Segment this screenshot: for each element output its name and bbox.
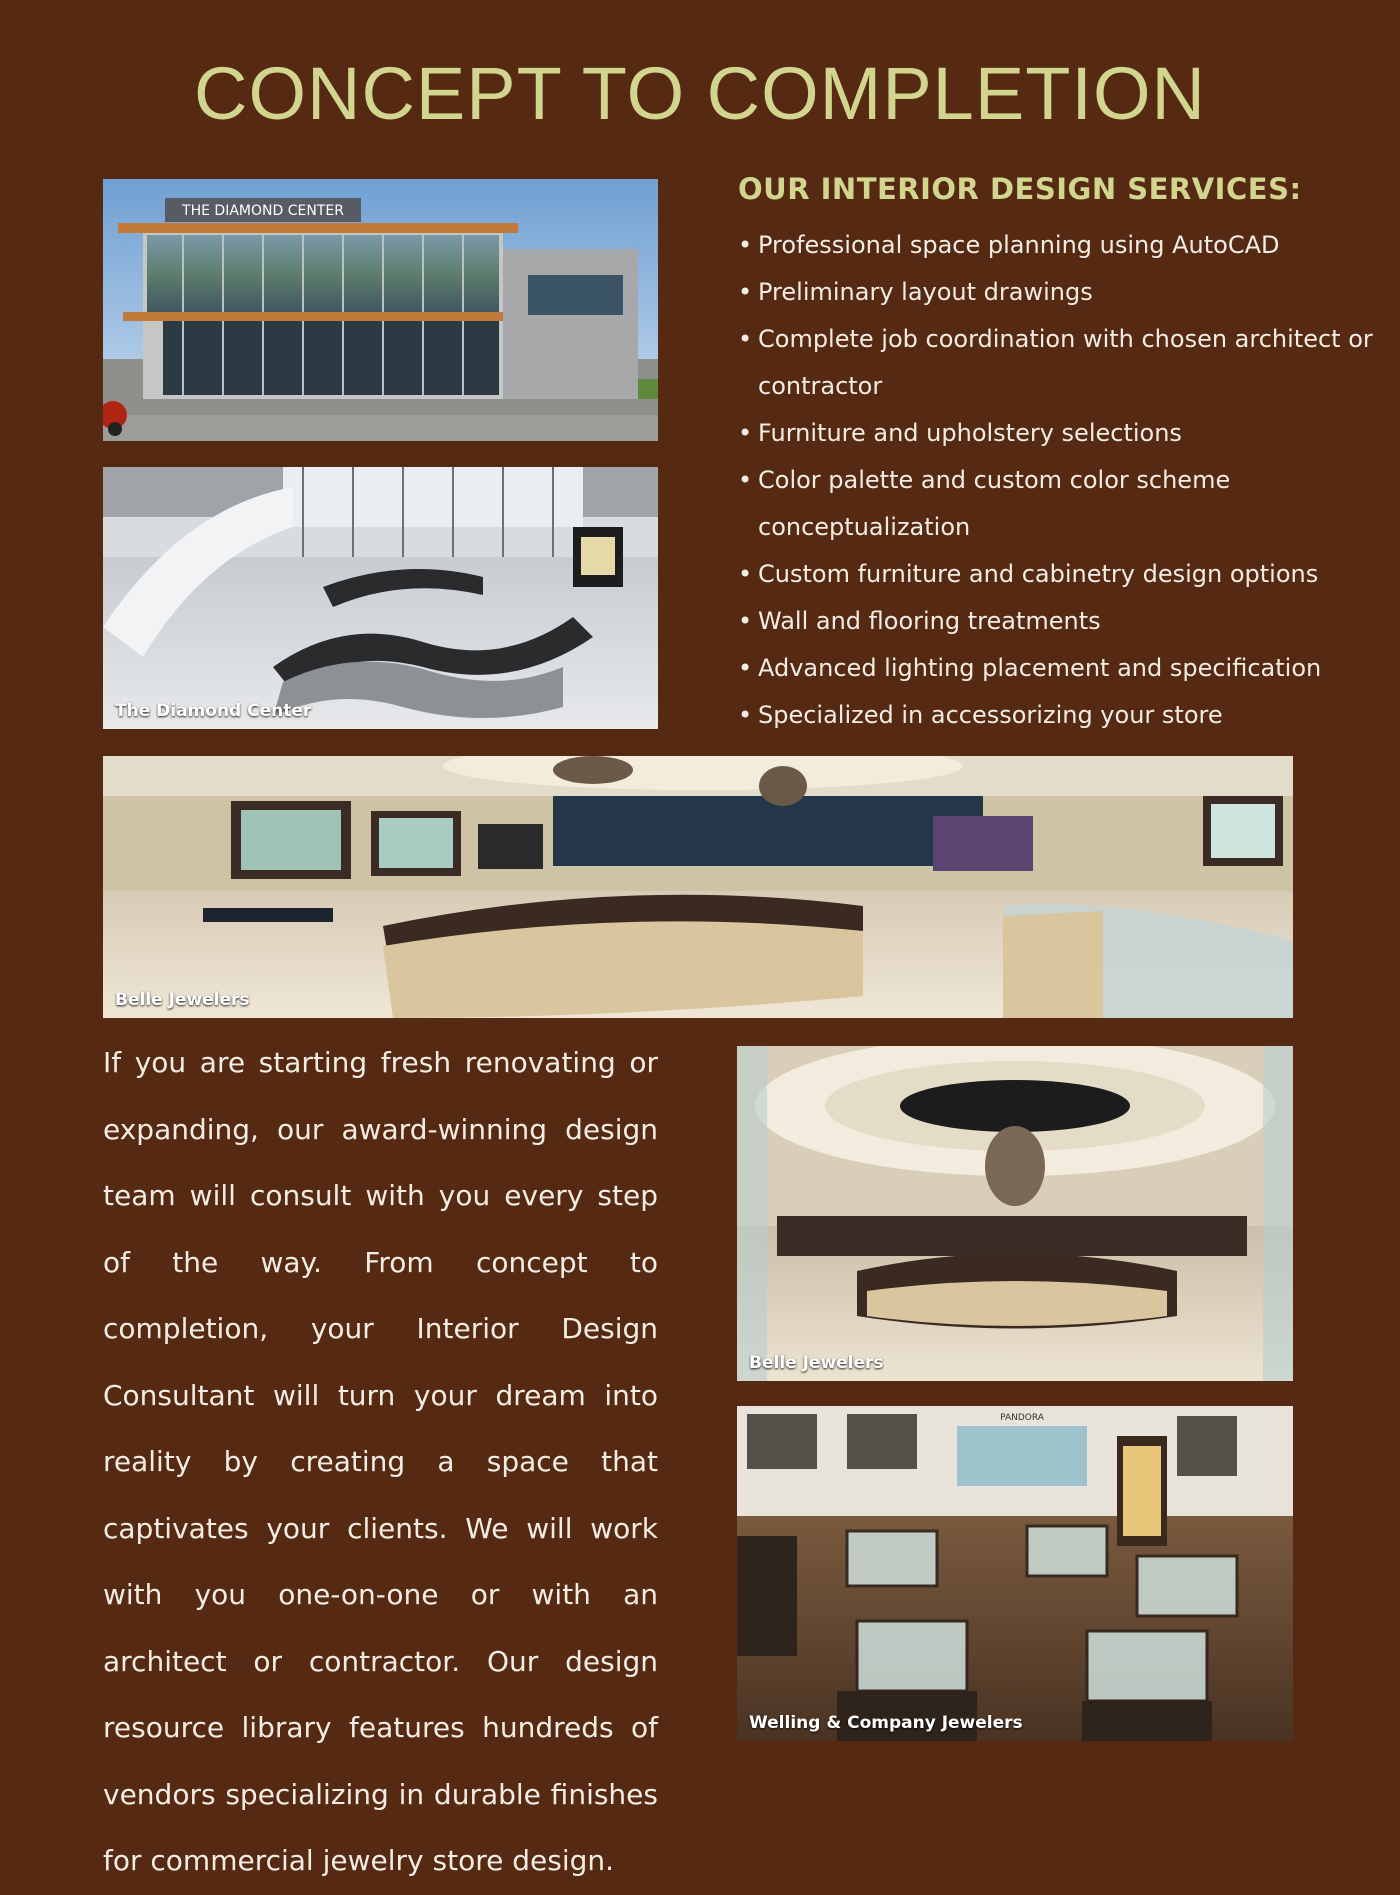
diamond-center-exterior-photo — [103, 179, 658, 441]
welling-company-photo — [737, 1406, 1293, 1741]
list-item: • Furniture and upholstery selections — [738, 419, 1182, 447]
services-list — [738, 222, 1378, 739]
body-paragraph: If you are starting fresh renovating or expanding, our award-winning design team will consult with you every step of the way. From concept to completion, your Interior Design Consultant will turn your dream into reality by creating a space that captivates your clients. We will work with you one-on-one or with an architect or contractor. Our design resource library features hundreds of vendors specializing in durable finishes for commercial jewelry store design. — [103, 1046, 658, 1877]
belle-jewelers-oval-photo — [737, 1046, 1293, 1381]
list-item: • Advanced lighting placement and specification — [738, 654, 1322, 682]
list-item: • Complete job coordination with chosen architect or contractor — [738, 325, 1373, 400]
diamond-center-interior-photo — [103, 467, 658, 729]
photo-caption: The Diamond Center — [115, 701, 312, 721]
list-item: • Wall and flooring treatments — [738, 607, 1101, 635]
services-heading: OUR INTERIOR DESIGN SERVICES: — [738, 172, 1302, 206]
list-item: • Preliminary layout drawings — [738, 278, 1093, 306]
photo-caption: Belle Jewelers — [115, 990, 250, 1010]
building-sign: THE DIAMOND CENTER — [182, 203, 344, 219]
photo-caption: Welling & Company Jewelers — [749, 1713, 1023, 1733]
store-sign: PANDORA — [1000, 1413, 1044, 1423]
photo-caption: Belle Jewelers — [749, 1353, 884, 1373]
list-item: • Color palette and custom color scheme conceptualization — [738, 466, 1231, 541]
list-item: • Custom furniture and cabinetry design options — [738, 560, 1319, 588]
page-title: CONCEPT TO COMPLETION — [194, 52, 1206, 135]
belle-jewelers-wide-photo — [103, 756, 1293, 1018]
list-item: • Professional space planning using AutoCAD — [738, 231, 1280, 259]
list-item: • Specialized in accessorizing your store — [738, 701, 1223, 729]
